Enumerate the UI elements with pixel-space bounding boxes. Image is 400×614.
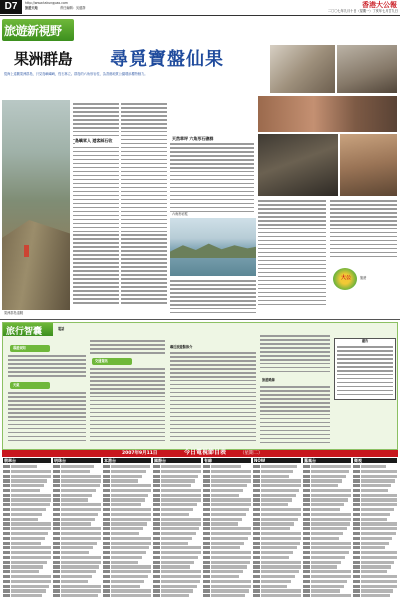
travel-text-6 [260, 335, 330, 375]
tv-listing-row [3, 522, 51, 525]
sea-photo-caption: 六角形岩柱 [172, 212, 188, 216]
travel-text-5 [170, 352, 256, 446]
tv-listing-row [353, 537, 397, 540]
tv-channel-name: 國際台 [153, 458, 201, 463]
tv-channel-column [253, 458, 301, 608]
feature-body-col-4 [170, 280, 256, 318]
tv-listing-row [3, 470, 51, 473]
tv-listing-row [153, 546, 201, 549]
tv-listing-row [153, 470, 201, 473]
feature-body-col-1 [73, 103, 119, 308]
tv-listing-row [53, 570, 101, 573]
tv-listing-row [303, 475, 351, 478]
tv-listing-row [353, 489, 397, 492]
tv-listing-row [203, 522, 251, 525]
tv-listing-row [353, 532, 397, 535]
feature-title-right: 尋覓寶盤仙果 [110, 49, 224, 70]
tv-listing-row [53, 575, 101, 578]
tv-channel-name: 明珠台 [53, 458, 101, 463]
tv-listing-row [53, 489, 101, 492]
tv-listing-row [203, 537, 251, 540]
tv-listing-row [153, 518, 201, 521]
tv-listing-row [153, 494, 201, 497]
tv-listing-row [53, 589, 101, 592]
tv-listing-row [153, 479, 201, 482]
tv-listing-row [153, 551, 201, 554]
tv-listing-row [103, 542, 151, 545]
tv-listing-row [353, 575, 397, 578]
tv-listing-row [103, 532, 151, 535]
tv-listing-row [53, 527, 101, 530]
tv-listing-row [153, 503, 201, 506]
tv-listing-row [153, 484, 201, 487]
masthead-small-line: http://www.takungpao.com [25, 1, 69, 5]
tv-listing-row [103, 570, 151, 573]
tv-listing-row [103, 585, 151, 588]
ad-label: 旅遊 [360, 276, 367, 280]
tv-listing-row [203, 542, 251, 545]
tv-listing-row [103, 551, 151, 554]
cliff-photo-caption: 果洲群島遠眺 [4, 311, 24, 315]
tv-channel-column [3, 458, 51, 608]
tv-listing-row [153, 489, 201, 492]
tv-listing-row [203, 465, 251, 468]
tv-guide-subtitle: （星期二） [240, 451, 263, 456]
tv-listing-row [53, 470, 101, 473]
tv-listing-row [153, 561, 201, 564]
tv-listing-row [203, 475, 251, 478]
tv-listing-row [3, 561, 51, 564]
tv-listing-row [3, 594, 51, 597]
tv-listing-row [253, 546, 301, 549]
rock-photo-bottom-left [258, 134, 338, 196]
tv-listing-row [253, 551, 301, 554]
tv-listing-row [253, 542, 301, 545]
tv-listing-row [203, 518, 251, 521]
tv-listing-row [253, 513, 301, 516]
tv-listing-row [253, 556, 301, 559]
tv-listing-row [253, 518, 301, 521]
travel-section-label-1: 導遊須知 [13, 346, 26, 350]
tv-listing-row [353, 498, 397, 501]
tv-listing-row [253, 570, 301, 573]
tv-listing-row [353, 475, 397, 478]
tv-listing-row [53, 508, 101, 511]
tv-listing-row [203, 551, 251, 554]
tv-listing-row [203, 532, 251, 535]
travel-text-3 [90, 340, 165, 356]
tv-listing-row [253, 484, 301, 487]
tv-listing-row [303, 575, 351, 578]
tv-listing-row [303, 503, 351, 506]
tv-listing-row [353, 508, 397, 511]
tv-listing-row [353, 503, 397, 506]
tv-listing-row [203, 575, 251, 578]
tv-listing-row [103, 503, 151, 506]
right-body-col-1 [258, 200, 326, 308]
tv-listing-row [303, 484, 351, 487]
tv-listing-row [203, 498, 251, 501]
tv-channel-name: NOW [253, 458, 301, 463]
tv-channel-name: 鳳凰台 [303, 458, 351, 463]
tv-listing-row [53, 546, 101, 549]
tv-listing-row [3, 565, 51, 568]
tv-listing-row [103, 489, 151, 492]
masthead-section: 旅遊天地 [25, 6, 38, 10]
tv-listing-row [253, 470, 301, 473]
tv-listing-row [3, 479, 51, 482]
tv-listing-row [303, 546, 351, 549]
tv-listing-row [53, 594, 101, 597]
tv-listing-row [303, 589, 351, 592]
tv-listing-row [353, 565, 397, 568]
ad-logo-text: 大公 [340, 275, 351, 281]
tv-listing-row [353, 522, 397, 525]
tv-listing-row [103, 475, 151, 478]
tv-listing-row [303, 498, 351, 501]
tv-listing-row [53, 479, 101, 482]
tv-listing-row [353, 585, 397, 588]
tv-listing-row [153, 527, 201, 530]
tv-listing-row [203, 484, 251, 487]
tv-channel-column [203, 458, 251, 608]
tv-listing-row [103, 465, 151, 468]
tv-listing-row [103, 565, 151, 568]
tv-listing-row [303, 580, 351, 583]
tv-channel-name: 翡翠台 [3, 458, 51, 463]
rock-photo-bottom-right [340, 134, 397, 196]
tv-listing-row [153, 580, 201, 583]
tv-listing-row [353, 465, 397, 468]
tv-channel-name: 衛視 [353, 458, 397, 463]
tv-listing-row [53, 585, 101, 588]
tv-listing-row [353, 484, 397, 487]
tv-listing-row [103, 575, 151, 578]
tv-listing-row [103, 580, 151, 583]
tv-listing-row [53, 498, 101, 501]
travel-text-7 [260, 386, 330, 446]
feature-intro: 從海上遠眺果洲群島，只見島嶼嶙峋，怪石林立。群島的六角形岩柱，為香港地質公園增添獨特魅力。 [4, 72, 148, 76]
tv-listing-row [353, 479, 397, 482]
right-body-col-2 [330, 200, 397, 260]
tv-listing-row [3, 498, 51, 501]
tv-channel-column [153, 458, 201, 608]
tv-listing-row [3, 570, 51, 573]
page-number-badge: D7 [0, 0, 22, 14]
tv-listing-row [203, 503, 251, 506]
tv-listing-row [353, 580, 397, 583]
tv-listing-row [353, 494, 397, 497]
sub-head-1: 島嶼眾人 遊客踩石收 [75, 138, 139, 144]
tv-listing-row [103, 508, 151, 511]
tv-listing-row [253, 537, 301, 540]
tv-listing-row [53, 503, 101, 506]
tv-listing-row [353, 546, 397, 549]
travel-box-phone: 電話 [58, 327, 65, 331]
tv-listing-row [153, 589, 201, 592]
ad-table-lines [337, 346, 393, 398]
tv-listing-row [3, 518, 51, 521]
feature-body-col-2 [121, 103, 167, 308]
tv-listing-row [53, 532, 101, 535]
tv-listing-row [103, 546, 151, 549]
tv-listing-row [203, 565, 251, 568]
rock-photo-top-right [337, 45, 397, 93]
tv-listing-row [153, 513, 201, 516]
tv-listing-row [203, 561, 251, 564]
tv-listing-row [253, 475, 301, 478]
tv-channel-column [353, 458, 397, 608]
tv-listing-row [303, 489, 351, 492]
tv-listing-row [303, 522, 351, 525]
sea-photo [170, 218, 256, 276]
tv-channel-name: 有線 [203, 458, 251, 463]
tv-listing-row [253, 503, 301, 506]
tv-listing-row [53, 513, 101, 516]
tv-listing-row [3, 489, 51, 492]
feature-divider [0, 319, 400, 320]
tv-listing-row [253, 565, 301, 568]
rock-photo-middle [258, 96, 397, 132]
tv-listing-row [103, 561, 151, 564]
tv-listing-row [103, 484, 151, 487]
tv-listing-row [53, 484, 101, 487]
tv-listing-row [153, 465, 201, 468]
tv-listing-row [203, 594, 251, 597]
tv-listing-row [303, 470, 351, 473]
tv-listing-row [53, 565, 101, 568]
tv-listing-row [303, 570, 351, 573]
travel-box-title: 旅行智囊 [6, 327, 43, 337]
tv-listing-row [53, 537, 101, 540]
tv-listing-row [353, 594, 397, 597]
tv-listing-row [353, 527, 397, 530]
feature-title-left: 果洲群島 [14, 50, 73, 68]
tv-listing-row [253, 479, 301, 482]
tv-listing-row [353, 556, 397, 559]
tv-listing-row [203, 589, 251, 592]
tv-listing-row [153, 508, 201, 511]
tv-listing-row [103, 522, 151, 525]
tv-listing-row [253, 585, 301, 588]
tv-listing-row [353, 589, 397, 592]
tv-channel-name: 本港台 [103, 458, 151, 463]
tv-listing-row [353, 513, 397, 516]
tv-listing-row [303, 494, 351, 497]
tv-listing-row [153, 585, 201, 588]
tv-listing-row [303, 594, 351, 597]
tv-listing-row [303, 585, 351, 588]
paper-name: 香港大公報 [362, 0, 397, 9]
travel-route-title: 旅遊路線 [262, 378, 275, 382]
tv-listing-row [253, 527, 301, 530]
tv-listing-row [303, 537, 351, 540]
tv-listing-row [303, 542, 351, 545]
tv-listing-row [353, 561, 397, 564]
tv-listing-row [103, 494, 151, 497]
tv-listing-row [3, 527, 51, 530]
tv-listing-row [153, 575, 201, 578]
tv-listing-row [3, 503, 51, 506]
tv-listing-row [53, 542, 101, 545]
feature-body-col-3 [170, 143, 254, 215]
tv-listing-row [3, 484, 51, 487]
tv-listing-row [53, 556, 101, 559]
tv-listing-row [153, 475, 201, 478]
travel-text-4 [90, 368, 165, 446]
tv-listing-row [253, 575, 301, 578]
tv-listing-row [103, 594, 151, 597]
tv-listing-row [3, 532, 51, 535]
tv-listing-row [203, 479, 251, 482]
tv-listing-row [53, 475, 101, 478]
tv-listing-row [253, 489, 301, 492]
tv-listing-row [203, 585, 251, 588]
tv-listing-row [153, 532, 201, 535]
tv-listing-row [103, 537, 151, 540]
tv-listing-row [203, 470, 251, 473]
tv-listing-row [3, 542, 51, 545]
tv-listing-row [103, 470, 151, 473]
masthead-rule [0, 15, 400, 16]
tv-listing-row [303, 465, 351, 468]
tv-listing-row [203, 570, 251, 573]
tv-listing-row [3, 537, 51, 540]
tv-listing-row [353, 542, 397, 545]
tv-listing-row [353, 470, 397, 473]
travel-section-label-3: 交通資訊 [95, 359, 108, 363]
kicker-text: 旅遊新視野 [4, 24, 62, 38]
tv-listing-row [203, 580, 251, 583]
tv-listing-row [203, 494, 251, 497]
tv-listing-row [153, 542, 201, 545]
date-line: 二〇〇七年九月十日（星期一）丁亥年七月廿九日 [327, 9, 398, 13]
sub-head-2: 天然草坪 六角形石礁群 [172, 136, 214, 141]
tv-listing-row [203, 556, 251, 559]
tv-listing-row [253, 522, 301, 525]
tv-listing-row [3, 556, 51, 559]
tv-listing-row [203, 508, 251, 511]
tv-listing-row [203, 489, 251, 492]
tv-guide-date: 2007年9月11日 [122, 451, 158, 456]
tv-listing-row [253, 589, 301, 592]
tv-listing-row [153, 522, 201, 525]
tv-listing-row [53, 465, 101, 468]
tv-listing-row [203, 513, 251, 516]
tv-listing-row [253, 594, 301, 597]
tv-listing-row [203, 527, 251, 530]
travel-section-label-2: 天氣 [13, 383, 20, 387]
tv-listing-row [103, 513, 151, 516]
tv-listing-row [103, 527, 151, 530]
tv-listing-row [303, 508, 351, 511]
tv-listing-row [3, 494, 51, 497]
tv-listing-row [3, 580, 51, 583]
tv-listing-row [353, 551, 397, 554]
masthead-editor: 責任編輯：吳蘊靜 [60, 6, 86, 10]
tv-channel-column [103, 458, 151, 608]
tv-listing-row [153, 537, 201, 540]
tv-listing-row [253, 532, 301, 535]
tv-channel-column [53, 458, 101, 608]
tv-listing-row [53, 518, 101, 521]
tv-listing-row [103, 518, 151, 521]
tv-listing-row [303, 532, 351, 535]
tv-listing-row [53, 561, 101, 564]
travel-notice-title: 鄰近旅遊點推介 [170, 345, 193, 349]
tv-listing-row [3, 508, 51, 511]
tv-listing-row [353, 570, 397, 573]
tv-listing-row [53, 494, 101, 497]
tv-listing-row [303, 527, 351, 530]
tv-listing-row [53, 551, 101, 554]
tv-listing-row [153, 594, 201, 597]
tv-listing-row [153, 556, 201, 559]
tv-listing-row [153, 498, 201, 501]
tv-listing-row [103, 498, 151, 501]
travel-text-2 [8, 392, 86, 446]
tv-listing-row [253, 561, 301, 564]
tv-listing-row [303, 479, 351, 482]
tv-listing-row [253, 498, 301, 501]
tv-listing-row [303, 551, 351, 554]
tv-guide-title: 今日電視節目表 [183, 449, 226, 456]
tv-listing-row [303, 518, 351, 521]
tv-listing-row [103, 589, 151, 592]
tv-listing-row [353, 518, 397, 521]
travel-text-1 [8, 355, 86, 381]
tv-listing-row [253, 465, 301, 468]
cliff-photo [2, 100, 70, 310]
tv-listing-row [53, 522, 101, 525]
tv-listing-row [3, 546, 51, 549]
tv-listing-row [303, 565, 351, 568]
tv-listing-row [3, 475, 51, 478]
tv-listing-row [153, 570, 201, 573]
tv-listing-row [3, 589, 51, 592]
tv-listing-row [303, 556, 351, 559]
tv-listing-row [103, 479, 151, 482]
tv-listing-row [253, 580, 301, 583]
tv-listing-row [303, 513, 351, 516]
rock-photo-top-left [270, 45, 335, 93]
tv-listing-row [153, 565, 201, 568]
tv-listing-row [253, 494, 301, 497]
tv-channel-column [303, 458, 351, 608]
tv-listing-row [103, 556, 151, 559]
ad-table-title: 廣告 [361, 339, 369, 343]
tv-listing-row [3, 585, 51, 588]
tv-listing-row [3, 551, 51, 554]
tv-listing-row [303, 561, 351, 564]
tv-listing-row [3, 575, 51, 578]
tv-listing-row [53, 580, 101, 583]
tv-listing-row [253, 508, 301, 511]
tv-listing-row [203, 546, 251, 549]
tv-listing-row [3, 513, 51, 516]
tv-listing-row [3, 465, 51, 468]
